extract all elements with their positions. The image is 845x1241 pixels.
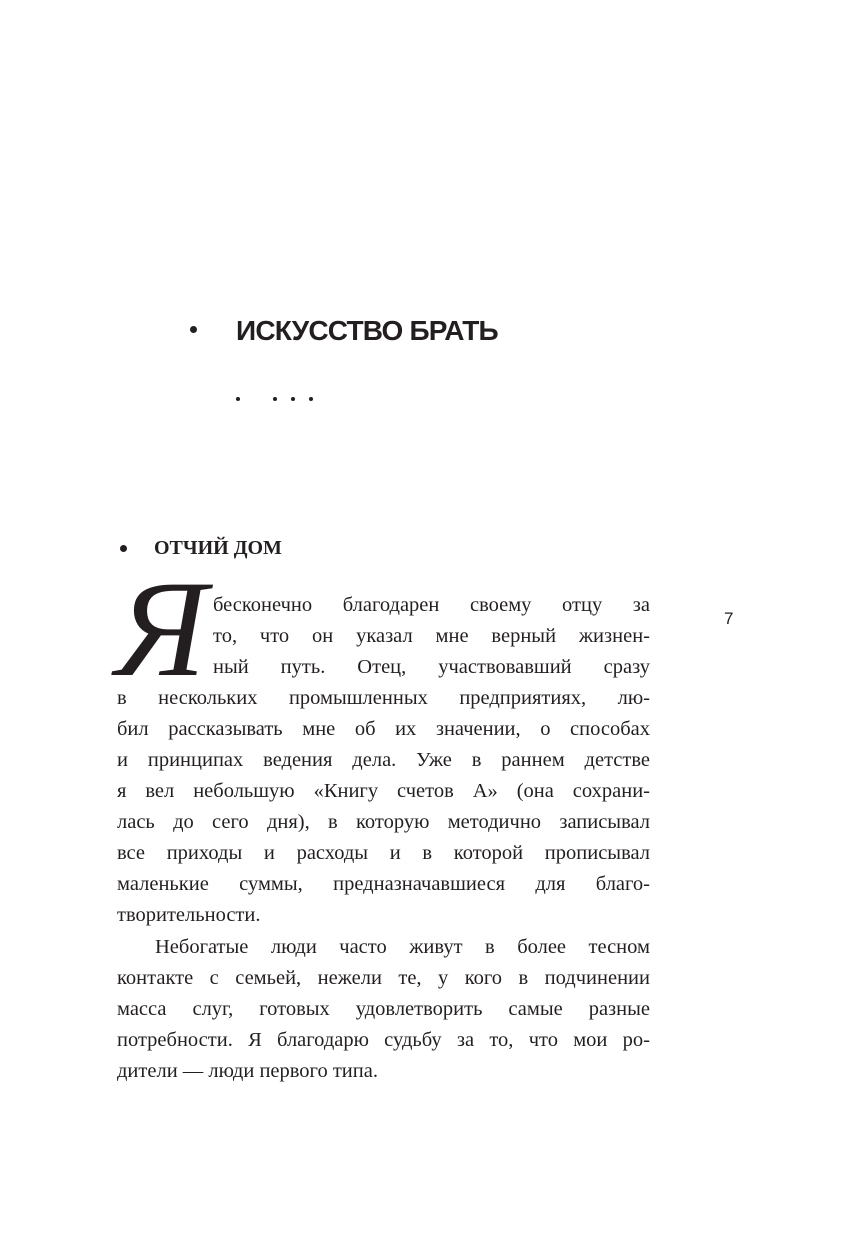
section-title: ОТЧИЙ ДОМ <box>154 537 282 559</box>
ornament-dot-icon <box>309 397 313 401</box>
text-line: бил рассказывать мне об их значении, о способах <box>117 718 650 740</box>
ornament-dot-icon <box>291 397 295 401</box>
text-line: и принципах ведения дела. Уже в раннем детстве <box>117 749 650 771</box>
page-number: 7 <box>724 609 734 628</box>
text-line: все приходы и расходы и в которой прописывал <box>117 842 650 864</box>
ornament-dot-icon <box>236 397 240 401</box>
chapter-title: ИСКУССТВО БРАТЬ <box>236 315 498 346</box>
text-line: я вел небольшую «Книгу счетов А» (она сохрани- <box>117 780 650 802</box>
text-line: потребности. Я благодарю судьбу за то, что мои ро- <box>117 1029 650 1051</box>
text-line: то, что он указал мне верный жизнен- <box>213 625 650 647</box>
text-line: бесконечно благодарен своему отцу за <box>213 594 650 616</box>
text-line: дители — люди первого типа. <box>117 1060 378 1082</box>
drop-cap: Я <box>116 552 207 705</box>
ornament-dot-icon <box>273 397 277 401</box>
text-line: маленькие суммы, предназначавшиеся для благо- <box>117 873 650 895</box>
text-line: лась до сего дня), в которую методично записывал <box>117 811 650 833</box>
text-line: в нескольких промышленных предприятиях, лю- <box>117 687 650 709</box>
section-bullet-icon <box>120 545 127 552</box>
text-line: творительности. <box>117 904 261 926</box>
text-line: ный путь. Отец, участвовавший сразу <box>213 656 650 678</box>
text-line: контакте с семьей, нежели те, у кого в подчинении <box>117 967 650 989</box>
chapter-bullet-icon <box>190 326 197 333</box>
text-line: Небогатые люди часто живут в более тесном <box>155 936 650 958</box>
text-line: масса слуг, готовых удовлетворить самые разные <box>117 998 650 1020</box>
